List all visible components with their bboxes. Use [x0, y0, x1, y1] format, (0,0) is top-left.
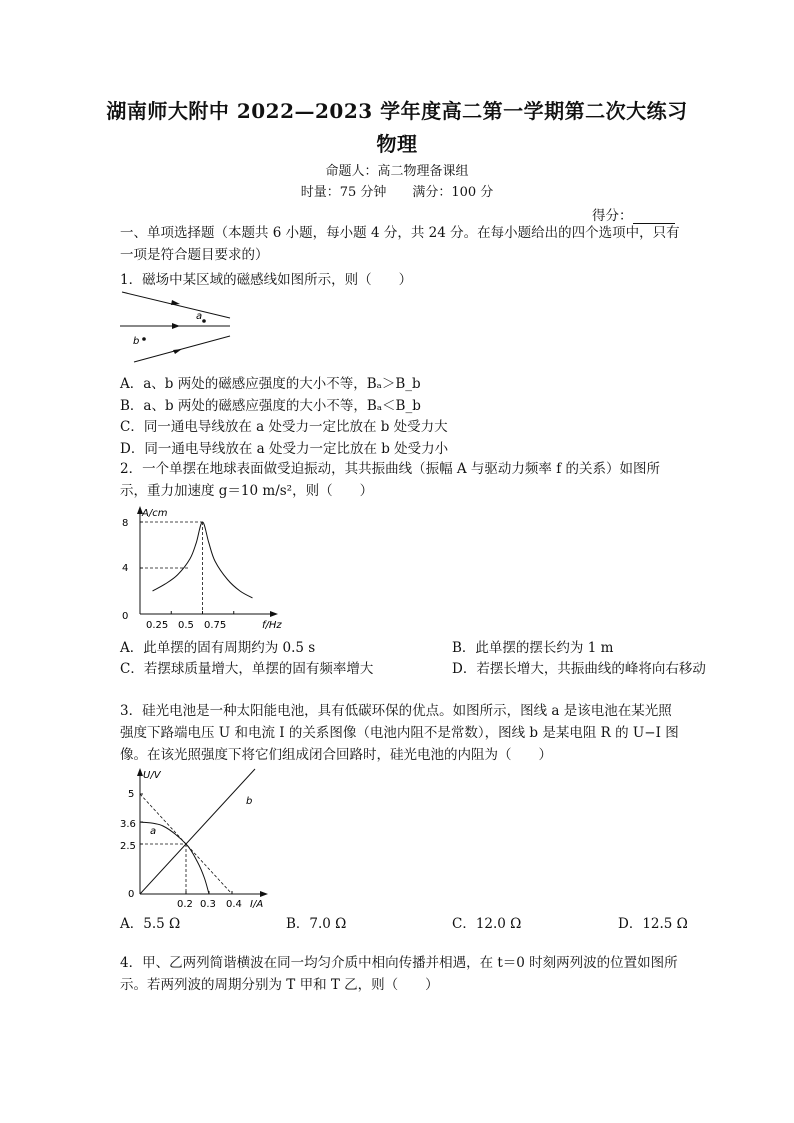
q3-stem: 3．硅光电池是一种太阳能电池，具有低碳环保的优点。如图所示，图线 a 是该电池在某光照强度下路端电压 U 和电流 I 的关系图像（电池内阻不是常数），图线 b 是某电阻 R 的 U−I 图像。在该光照强度下将它们组成闭合回路时，硅光电池的内阻为（ ） — [120, 703, 679, 763]
subject-title: 物理 — [376, 132, 418, 156]
q3-option-b: B．7.0 Ω — [286, 916, 347, 932]
x-axis-arrow — [270, 611, 278, 617]
point-b — [142, 337, 146, 341]
arrow-middle — [172, 323, 180, 329]
x-tick-075: 0.75 — [204, 620, 227, 631]
author-line: 命题人：高二物理备课组 — [325, 164, 469, 179]
y-tick-8: 8 — [122, 518, 129, 529]
q2-option-d: D．若摆长增大，共振曲线的峰将向右移动 — [452, 661, 706, 677]
q2-option-b: B．此单摆的摆长约为 1 m — [452, 640, 614, 656]
y-tick-0: 0 — [122, 611, 129, 622]
score-label: 得分： — [592, 208, 633, 224]
exam-title: 湖南师大附中 2022—2023 学年度高二第一学期第二次大练习 — [106, 99, 688, 123]
label-a: a — [196, 311, 203, 322]
y-tick-0: 0 — [128, 889, 135, 900]
q1-option-d: D．同一通电导线放在 a 处受力一定比放在 b 处受力小 — [120, 441, 449, 457]
y-tick-25: 2.5 — [120, 841, 136, 852]
label-b: b — [133, 336, 140, 347]
field-line-top — [122, 292, 230, 318]
point-a — [202, 319, 206, 323]
y-tick-36: 3.6 — [120, 819, 136, 830]
line-b — [140, 769, 255, 894]
q3-ui-chart — [116, 766, 276, 908]
arrow-top — [171, 300, 180, 305]
y-axis-label: A/cm — [142, 508, 168, 519]
q1-field-figure — [118, 288, 248, 368]
score-field — [592, 204, 675, 224]
y-tick-4: 4 — [122, 563, 129, 574]
q4-stem: 4．甲、乙两列简谐横波在同一均匀介质中相向传播并相遇，在 t＝0 时刻两列波的位置如图所示。若两列波的周期分别为 T 甲和 T 乙，则（ ） — [120, 955, 678, 993]
q2-stem: 2．一个单摆在地球表面做受迫振动，其共振曲线（振幅 A 与驱动力频率 f 的关系）如图所示，重力加速度 g＝10 m/s²，则（ ） — [120, 461, 660, 499]
x-axis-arrow — [260, 891, 268, 897]
q1-stem: 1．磁场中某区域的磁感线如图所示，则（ ） — [120, 272, 413, 288]
q3-option-a: A．5.5 Ω — [120, 916, 181, 932]
q1-option-b: B．a、b 两处的磁感应强度的大小不等，Bₐ＜B_b — [120, 398, 421, 414]
q1-option-c: C．同一通电导线放在 a 处受力一定比放在 b 处受力大 — [120, 419, 448, 435]
time-score-line: 时量：75 分钟 满分：100 分 — [300, 185, 494, 200]
q2-resonance-chart — [116, 504, 286, 632]
x-tick-04: 0.4 — [226, 899, 242, 908]
q1-option-a: A．a、b 两处的磁感应强度的大小不等，Bₐ＞B_b — [120, 376, 421, 392]
x-axis-label: f/Hz — [262, 620, 282, 631]
q2-option-c: C．若摆球质量增大，单摆的固有频率增大 — [120, 661, 374, 677]
curve-a-label: a — [150, 826, 157, 837]
x-axis-label: I/A — [250, 899, 264, 908]
x-tick-02: 0.2 — [177, 899, 193, 908]
x-tick-03: 0.3 — [200, 899, 216, 908]
x-tick-025: 0.25 — [146, 620, 169, 631]
line-b-label: b — [246, 796, 253, 807]
y-axis-label: U/V — [143, 770, 161, 781]
x-tick-05: 0.5 — [178, 620, 194, 631]
q3-option-c: C．12.0 Ω — [452, 916, 522, 932]
arrow-bottom — [173, 349, 182, 354]
q2-option-a: A．此单摆的固有周期约为 0.5 s — [120, 640, 316, 656]
q3-option-d: D．12.5 Ω — [618, 916, 688, 932]
y-tick-5: 5 — [128, 789, 135, 800]
section-heading: 一、单项选择题（本题共 6 小题，每小题 4 分，共 24 分。在每小题给出的四个选项中，只有一项是符合题目要求的） — [120, 225, 680, 263]
